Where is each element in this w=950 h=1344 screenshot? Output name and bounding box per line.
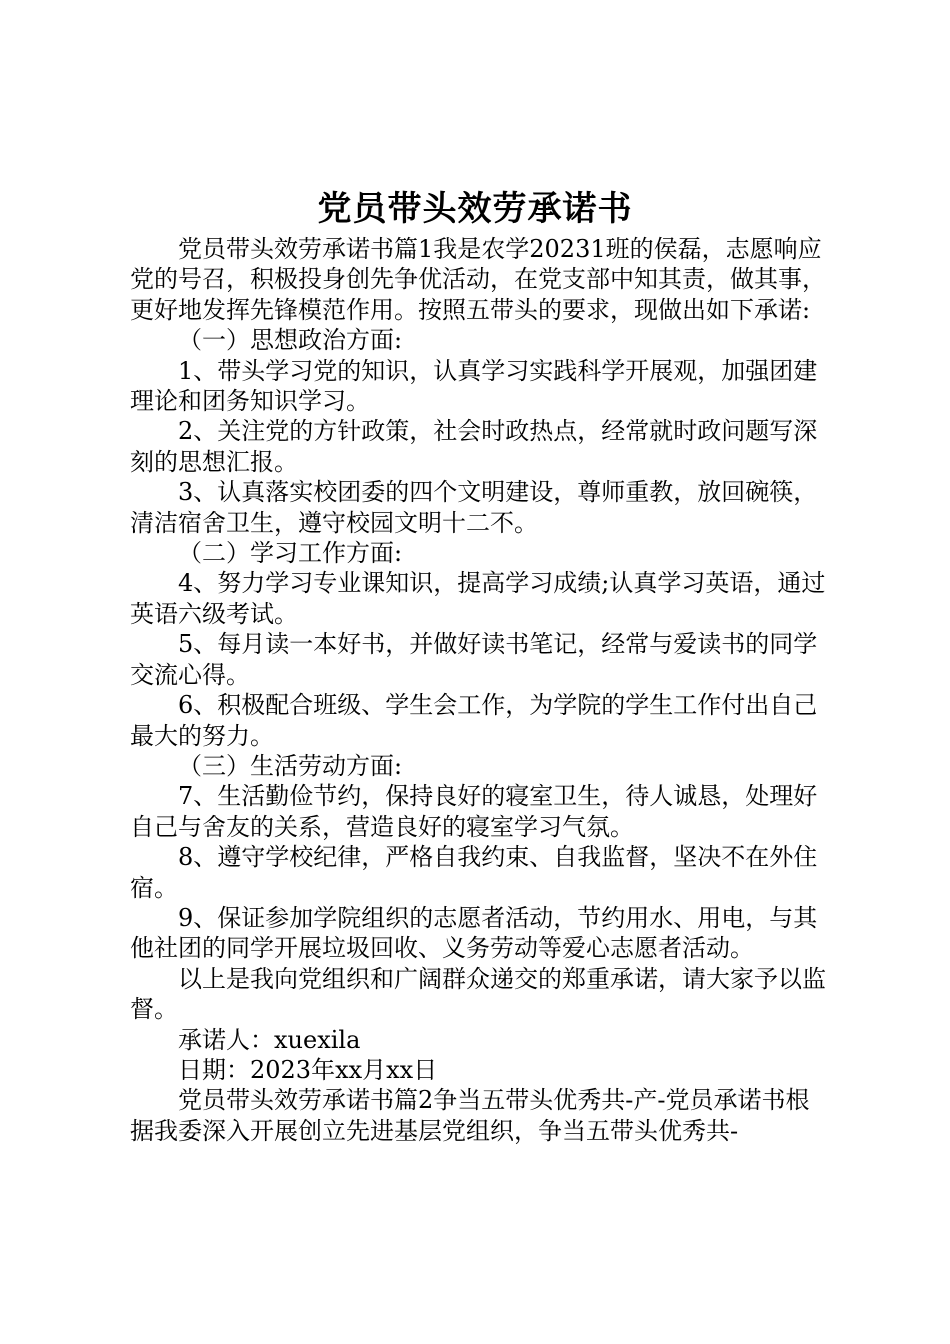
document-body: [130, 234, 830, 1146]
paragraph-part-2: 党员带头效劳承诺书篇2争当五带头优秀共-产-党员承诺书根据我委深入开展创立先进基层党组织，争当五带头优秀共-: [130, 1086, 810, 1145]
paragraph-item-6: 6、积极配合班级、学生会工作，为学院的学生工作付出自己最大的努力。: [130, 691, 818, 750]
paragraph-intro: 党员带头效劳承诺书篇1我是农学20231班的侯磊，志愿响应党的号召，积极投身创先争优活动，在党支部中知其责，做其事，更好地发挥先锋模范作用。按照五带头的要求，现做出如下承诺:: [130, 235, 826, 324]
section-heading-politics: （一）思想政治方面:: [178, 326, 403, 355]
section-heading-life: （三）生活劳动方面:: [178, 751, 403, 780]
paragraph-item-4: 4、努力学习专业课知识，提高学习成绩;认真学习英语，通过英语六级考试。: [130, 569, 826, 628]
paragraph-item-3: 3、认真落实校团委的四个文明建设，尊师重教，放回碗筷，清洁宿舍卫生，遵守校园文明十二不。: [130, 478, 818, 537]
section-heading-study: （二）学习工作方面:: [178, 539, 403, 568]
paragraph-item-9: 9、保证参加学院组织的志愿者活动，节约用水、用电，与其他社团的同学开展垃圾回收、义务劳动等爱心志愿者活动。: [130, 903, 818, 963]
paragraph-closing: 以上是我向党组织和广阔群众递交的郑重承诺，请大家予以监督。: [130, 964, 826, 1024]
paragraph-item-2: 2、关注党的方针政策，社会时政热点，经常就时政问题写深刻的思想汇报。: [130, 417, 818, 476]
paragraph-item-7: 7、生活勤俭节约，保持良好的寝室卫生，待人诚恳，处理好自己与舍友的关系，营造良好的寝室学习气氛。: [130, 782, 818, 841]
document-title: 党员带头效劳承诺书: [317, 189, 633, 229]
paragraph-item-8: 8、遵守学校纪律，严格自我约束、自我监督，坚决不在外住宿。: [130, 843, 818, 902]
date-line: 日期：2023年xx月xx日: [178, 1055, 438, 1084]
signer-line: 承诺人：xuexila: [178, 1025, 361, 1054]
paragraph-item-1: 1、带头学习党的知识，认真学习实践科学开展观，加强团建理论和团务知识学习。: [130, 356, 818, 416]
paragraph-item-5: 5、每月读一本好书，并做好读书笔记，经常与爱读书的同学交流心得。: [130, 630, 818, 689]
